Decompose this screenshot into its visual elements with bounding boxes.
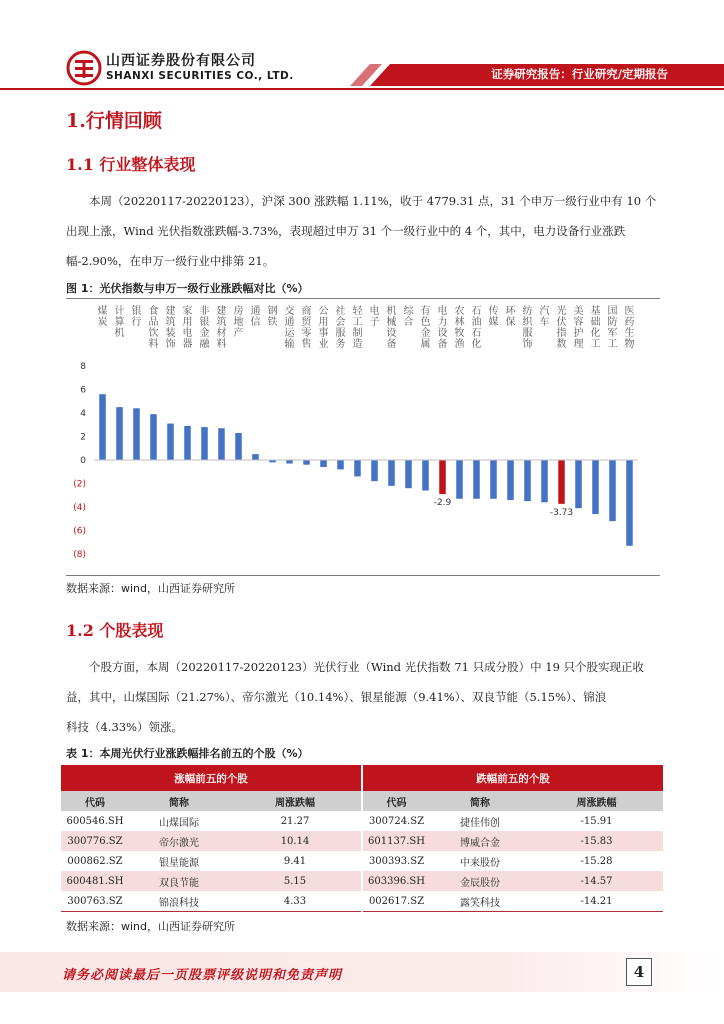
data-label: -3.73 bbox=[549, 507, 574, 518]
paragraph-line: 个股方面，本周（20220117-20220123）光伏行业（Wind 光伏指数 71 只成分股）中 19 只个股实现正收 bbox=[89, 660, 645, 674]
y-tick-label: (8) bbox=[73, 550, 86, 560]
category-label: 建筑装饰 bbox=[165, 306, 176, 350]
bar-计算机 bbox=[116, 407, 123, 460]
category-label: 商贸零售 bbox=[301, 306, 312, 350]
category-label: 银行 bbox=[131, 306, 142, 328]
stock-name: 中来股份 bbox=[430, 851, 530, 871]
page-number: 4 bbox=[626, 958, 652, 986]
table-row bbox=[61, 811, 663, 831]
category-label: 公用事业 bbox=[318, 306, 329, 350]
weekly-change: -15.83 bbox=[530, 831, 663, 851]
category-label: 社会服务 bbox=[335, 306, 346, 350]
ranking-table bbox=[61, 765, 663, 912]
column-header: 代码 bbox=[362, 791, 430, 811]
top-gainers-header: 涨幅前五的个股 bbox=[61, 765, 362, 791]
stock-name: 银星能源 bbox=[129, 851, 229, 871]
bar-基础化工 bbox=[592, 460, 599, 514]
stock-code: 002617.SZ bbox=[362, 891, 430, 912]
category-label: 农林牧渔 bbox=[454, 306, 465, 350]
stocks-paragraph bbox=[66, 652, 662, 742]
y-tick-label: (2) bbox=[73, 479, 86, 490]
category-label: 光伏指数 bbox=[556, 306, 567, 350]
stock-name: 捷佳伟创 bbox=[430, 811, 530, 831]
bar-电子 bbox=[371, 460, 378, 481]
column-header: 简称 bbox=[129, 791, 229, 811]
industry-bar-chart bbox=[66, 300, 660, 572]
table-caption: 表 1：本周光伏行业涨跌幅排名前五的个股（%） bbox=[66, 747, 309, 760]
category-label: 纺织服饰 bbox=[522, 306, 533, 350]
category-label: 传媒 bbox=[488, 306, 499, 328]
column-header: 周涨跌幅 bbox=[229, 791, 362, 811]
bar-通信 bbox=[252, 454, 259, 460]
category-label: 国防军工 bbox=[607, 306, 618, 350]
bar-机械设备 bbox=[388, 460, 395, 486]
subsection-title-stocks: 1.2 个股表现 bbox=[66, 621, 164, 640]
subsection-title-industry: 1.1 行业整体表现 bbox=[66, 155, 196, 174]
figure-caption: 图 1：光伏指数与申万一级行业涨跌幅对比（%） bbox=[66, 282, 309, 295]
data-label: -2.9 bbox=[433, 498, 452, 509]
column-header: 周涨跌幅 bbox=[530, 791, 663, 811]
stock-name: 锦浪科技 bbox=[129, 891, 229, 912]
bar-国防军工 bbox=[609, 460, 616, 521]
bar-光伏指数 bbox=[558, 460, 565, 504]
bar-电力设备 bbox=[439, 460, 446, 494]
bar-房地产 bbox=[235, 433, 242, 460]
column-header: 代码 bbox=[61, 791, 129, 811]
stock-code: 601137.SH bbox=[362, 831, 430, 851]
y-tick-label: 6 bbox=[80, 385, 86, 396]
top-losers-header: 跌幅前五的个股 bbox=[362, 765, 663, 791]
bar-家用电器 bbox=[184, 426, 191, 460]
weekly-change: 4.33 bbox=[229, 891, 362, 912]
bar-医药生物 bbox=[626, 460, 633, 546]
bar-农林牧渔 bbox=[456, 460, 463, 499]
footer-disclaimer: 请务必阅读最后一页股票评级说明和免责声明 bbox=[62, 968, 343, 983]
category-label: 基础化工 bbox=[590, 306, 601, 350]
y-tick-label: (6) bbox=[73, 526, 86, 537]
paragraph-line: 益，其中，山煤国际（21.27%）、帝尔激光（10.14%）、银星能源（9.41%）、双良节能（5.15%）、锦浪 bbox=[66, 690, 607, 704]
stock-code: 300776.SZ bbox=[61, 831, 129, 851]
category-label: 美容护理 bbox=[573, 306, 584, 350]
bar-美容护理 bbox=[575, 460, 582, 508]
industry-paragraph bbox=[66, 186, 662, 276]
y-tick-label: 4 bbox=[80, 409, 86, 419]
y-tick-label: 8 bbox=[80, 362, 86, 372]
category-label: 煤炭 bbox=[97, 306, 108, 328]
stock-code: 300393.SZ bbox=[362, 851, 430, 871]
table-source: 数据来源：wind，山西证券研究所 bbox=[66, 920, 236, 933]
category-label: 计算机 bbox=[114, 306, 125, 339]
bar-建筑装饰 bbox=[167, 424, 174, 460]
stock-code: 600546.SH bbox=[61, 811, 129, 831]
stock-name: 博威合金 bbox=[430, 831, 530, 851]
company-logo bbox=[66, 50, 102, 86]
caption-rule bbox=[66, 298, 660, 299]
bar-传媒 bbox=[490, 460, 497, 499]
category-label: 通信 bbox=[250, 306, 261, 328]
y-tick-label: 2 bbox=[80, 432, 86, 443]
bar-石油石化 bbox=[473, 460, 480, 499]
bar-银行 bbox=[133, 408, 140, 460]
weekly-change: -15.91 bbox=[530, 811, 663, 831]
y-tick-label: 0 bbox=[80, 456, 86, 466]
y-tick-label: (4) bbox=[73, 503, 86, 513]
report-type: 证券研究报告：行业研究/定期报告 bbox=[491, 67, 668, 81]
bar-交通运输 bbox=[286, 460, 293, 464]
stock-code: 000862.SZ bbox=[61, 851, 129, 871]
logo-emblem-icon bbox=[66, 50, 102, 86]
category-label: 交通运输 bbox=[284, 306, 295, 350]
stock-code: 300763.SZ bbox=[61, 891, 129, 912]
stock-name: 帝尔激光 bbox=[129, 831, 229, 851]
bar-食品饮料 bbox=[150, 414, 157, 460]
bar-汽车 bbox=[541, 460, 548, 502]
weekly-change: 5.15 bbox=[229, 871, 362, 891]
table-row bbox=[61, 831, 663, 851]
category-label: 房地产 bbox=[233, 306, 244, 339]
bar-煤炭 bbox=[99, 394, 106, 460]
weekly-change: 9.41 bbox=[229, 851, 362, 871]
bar-环保 bbox=[507, 460, 514, 500]
bar-建筑材料 bbox=[218, 428, 225, 460]
weekly-change: -14.57 bbox=[530, 871, 663, 891]
header-rule bbox=[0, 88, 724, 90]
category-label: 电力设备 bbox=[437, 306, 448, 350]
bar-纺织服饰 bbox=[524, 460, 531, 501]
paragraph-line: 幅-2.90%，在申万一级行业中排第 21。 bbox=[66, 254, 275, 268]
category-label: 电子 bbox=[369, 306, 380, 328]
figure-source: 数据来源：wind，山西证券研究所 bbox=[66, 582, 236, 595]
bar-公用事业 bbox=[320, 460, 327, 467]
bar-商贸零售 bbox=[303, 460, 310, 465]
stock-code: 300724.SZ bbox=[362, 811, 430, 831]
section-title: 1.行情回顾 bbox=[66, 110, 162, 132]
source-rule bbox=[66, 575, 660, 576]
category-label: 石油石化 bbox=[471, 306, 482, 350]
category-label: 综合 bbox=[403, 306, 414, 328]
paragraph-line: 科技（4.33%）领涨。 bbox=[66, 720, 184, 734]
column-header: 简称 bbox=[430, 791, 530, 811]
stock-name: 双良节能 bbox=[129, 871, 229, 891]
category-label: 环保 bbox=[505, 306, 516, 328]
paragraph-line: 出现上涨，Wind 光伏指数涨跌幅-3.73%，表现超过申万 31 个一级行业中的 4 个，其中，电力设备行业涨跌 bbox=[66, 224, 626, 238]
category-label: 汽车 bbox=[539, 306, 550, 328]
stock-code: 600481.SH bbox=[61, 871, 129, 891]
bar-有色金属 bbox=[422, 460, 429, 491]
stock-code: 603396.SH bbox=[362, 871, 430, 891]
weekly-change: 21.27 bbox=[229, 811, 362, 831]
paragraph-line: 本周（20220117-20220123），沪深 300 涨跌幅 1.11%，收于 4779.31 点，31 个申万一级行业中有 10 个 bbox=[89, 194, 657, 208]
category-label: 医药生物 bbox=[624, 306, 635, 350]
category-label: 机械设备 bbox=[386, 306, 397, 350]
bar-非银金融 bbox=[201, 427, 208, 460]
bar-轻工制造 bbox=[354, 460, 361, 476]
stock-name: 露笑科技 bbox=[430, 891, 530, 912]
category-label: 轻工制造 bbox=[352, 306, 363, 350]
weekly-change: 10.14 bbox=[229, 831, 362, 851]
category-label: 钢铁 bbox=[267, 306, 278, 328]
table-row bbox=[61, 871, 663, 891]
category-label: 有色金属 bbox=[420, 306, 431, 350]
company-name-cn: 山西证券股份有限公司 bbox=[106, 53, 256, 69]
weekly-change: -15.28 bbox=[530, 851, 663, 871]
stock-name: 山煤国际 bbox=[129, 811, 229, 831]
stock-name: 金辰股份 bbox=[430, 871, 530, 891]
table-row bbox=[61, 851, 663, 871]
category-label: 食品饮料 bbox=[148, 306, 159, 350]
category-label: 家用电器 bbox=[182, 306, 193, 350]
weekly-change: -14.21 bbox=[530, 891, 663, 912]
category-label: 建筑材料 bbox=[216, 306, 227, 350]
table-row bbox=[61, 891, 663, 912]
bar-综合 bbox=[405, 460, 412, 488]
bar-社会服务 bbox=[337, 460, 344, 469]
category-label: 非银金融 bbox=[199, 306, 210, 350]
company-name-en: SHANXI SECURITIES CO., LTD. bbox=[106, 70, 294, 82]
